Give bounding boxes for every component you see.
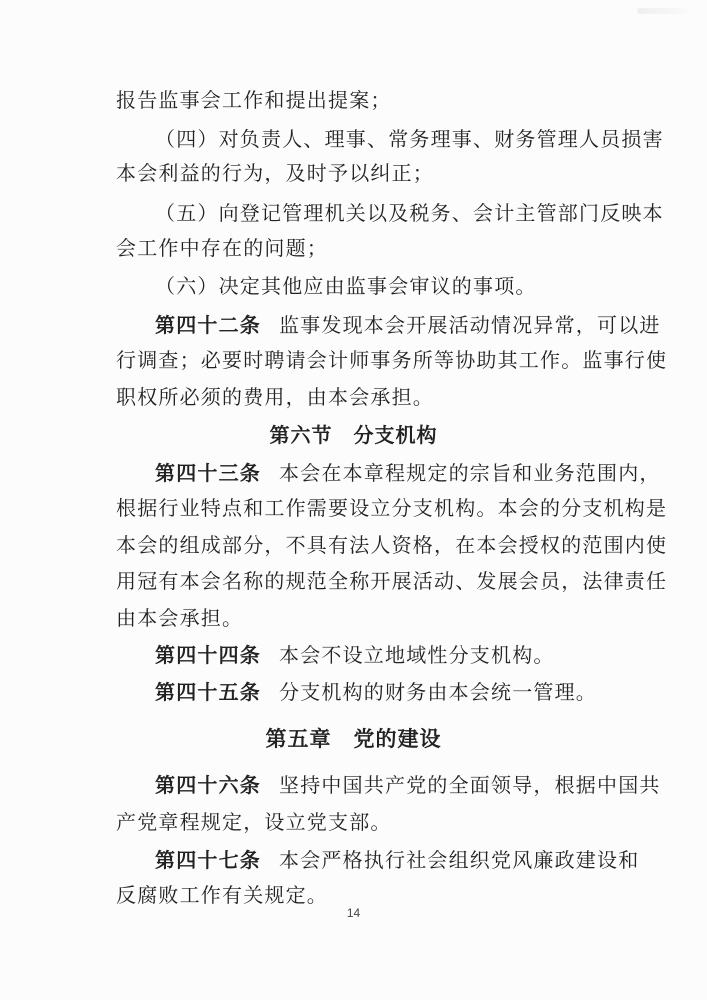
text-line-item-5-cont: 会工作中存在的问题；	[116, 236, 328, 260]
article-45-line	[155, 678, 597, 706]
section-heading: 第六节 分支机构	[269, 423, 438, 447]
article-46-label: 第四十六条	[155, 773, 261, 797]
article-47-label: 第四十七条	[155, 848, 261, 872]
article-43-line-5: 由本会承担。	[116, 606, 244, 630]
article-42-line-2: 行调查；必要时聘请会计师事务所等协助其工作。监事行使	[116, 348, 668, 372]
article-43-line-4: 用冠有本会名称的规范全称开展活动、发展会员，法律责任	[116, 569, 668, 593]
article-42-label: 第四十二条	[155, 313, 261, 337]
article-43-line-1	[155, 459, 661, 487]
article-47-line-2: 反腐败工作有关规定。	[116, 883, 328, 907]
article-42-text-1: 监事发现本会开展活动情况异常，可以进	[279, 313, 661, 337]
scan-smudge	[637, 8, 689, 14]
article-46-line-2: 产党章程规定，设立党支部。	[116, 810, 392, 834]
article-46-line-1	[155, 771, 661, 799]
page-number: 14	[346, 906, 361, 920]
article-42-line-1	[155, 311, 661, 339]
article-47-line-1	[155, 846, 639, 874]
text-line-item-4-cont: 本会利益的行为，及时予以纠正；	[116, 161, 434, 185]
article-44-line	[155, 641, 555, 669]
article-45-label: 第四十五条	[155, 680, 261, 704]
article-43-line-3: 本会的组成部分，不具有法人资格，在本会授权的范围内使	[116, 533, 668, 557]
article-44-text: 本会不设立地域性分支机构。	[279, 643, 555, 667]
article-44-label: 第四十四条	[155, 643, 261, 667]
article-47-text-1: 本会严格执行社会组织党风廉政建设和	[279, 848, 640, 872]
text-line-item-4: （四）对负责人、理事、常务理事、财务管理人员损害	[155, 127, 664, 151]
article-43-text-1: 本会在本章程规定的宗旨和业务范围内，	[279, 461, 661, 485]
text-line-item-6: （六）决定其他应由监事会审议的事项。	[155, 274, 537, 298]
article-46-text-1: 坚持中国共产党的全面领导，根据中国共	[279, 773, 661, 797]
article-45-text: 分支机构的财务由本会统一管理。	[279, 680, 597, 704]
chapter-heading: 第五章 党的建设	[265, 727, 442, 751]
article-43-label: 第四十三条	[155, 461, 261, 485]
text-line-item-5: （五）向登记管理机关以及税务、会计主管部门反映本	[155, 201, 664, 225]
text-line-report: 报告监事会工作和提出提案；	[116, 88, 392, 112]
article-43-line-2: 根据行业特点和工作需要设立分支机构。本会的分支机构是	[116, 496, 668, 520]
article-42-line-3: 职权所必须的费用，由本会承担。	[116, 385, 434, 409]
